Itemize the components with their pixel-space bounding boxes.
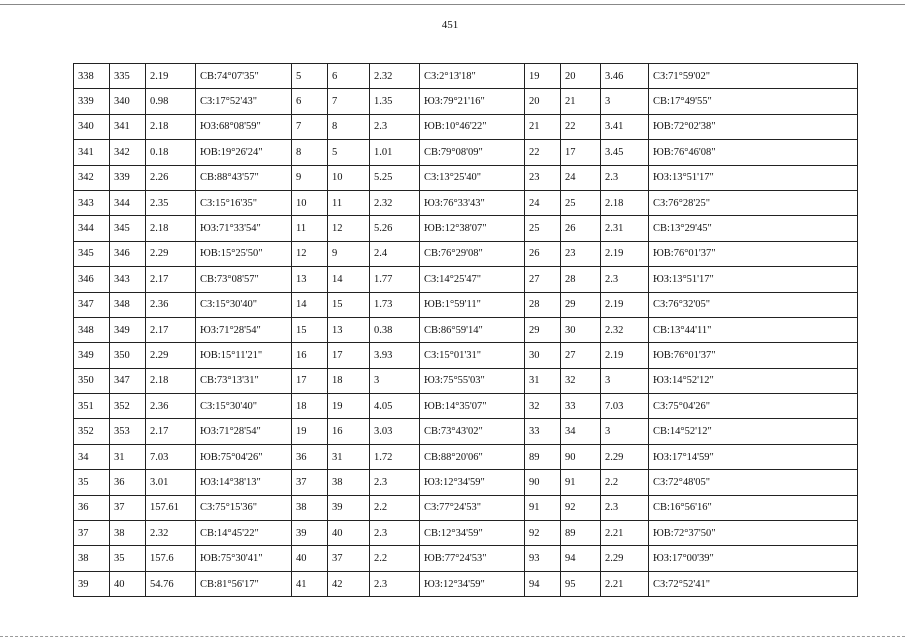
table-cell: 23 <box>525 165 561 190</box>
table-cell: 3 <box>370 368 420 393</box>
table-cell: 30 <box>561 317 601 342</box>
table-cell: 22 <box>561 114 601 139</box>
table-cell: 2.17 <box>146 419 196 444</box>
table-cell: 38 <box>328 470 370 495</box>
table-cell: 352 <box>110 394 146 419</box>
table-cell: ЮЗ:14°38'13" <box>196 470 292 495</box>
table-cell: 25 <box>525 216 561 241</box>
table-cell: СВ:81°56'17" <box>196 571 292 596</box>
table-cell: 2.3 <box>370 114 420 139</box>
table-cell: СВ:17°49'55" <box>649 89 858 114</box>
table-cell: СЗ:15°01'31" <box>420 343 525 368</box>
table-cell: 2.21 <box>601 521 649 546</box>
table-cell: 38 <box>74 546 110 571</box>
table-cell: 31 <box>328 444 370 469</box>
table-cell: 346 <box>110 241 146 266</box>
table-cell: ЮВ:72°02'38" <box>649 114 858 139</box>
table-cell: 32 <box>525 394 561 419</box>
table-cell: СЗ:77°24'53" <box>420 495 525 520</box>
table-cell: СВ:79°08'09" <box>420 140 525 165</box>
bottom-edge-line <box>0 636 905 637</box>
table-cell: 15 <box>328 292 370 317</box>
table-cell: ЮЗ:17°14'59" <box>649 444 858 469</box>
table-cell: СВ:16°56'16" <box>649 495 858 520</box>
table-cell: 19 <box>292 419 328 444</box>
table-cell: 28 <box>561 267 601 292</box>
table-cell: ЮВ:12°38'07" <box>420 216 525 241</box>
table-cell: 36 <box>292 444 328 469</box>
table-cell: 20 <box>561 64 601 89</box>
table-cell: 29 <box>561 292 601 317</box>
table-cell: 35 <box>74 470 110 495</box>
table-cell: 17 <box>561 140 601 165</box>
table-cell: 30 <box>525 343 561 368</box>
table-cell: 21 <box>525 114 561 139</box>
table-cell: СВ:88°20'06" <box>420 444 525 469</box>
table-cell: 28 <box>525 292 561 317</box>
table-row <box>74 165 858 190</box>
table-cell: 38 <box>110 521 146 546</box>
table-cell: 3 <box>601 89 649 114</box>
table-cell: 7.03 <box>146 444 196 469</box>
table-cell: 8 <box>328 114 370 139</box>
table-cell: 2.3 <box>601 495 649 520</box>
table-cell: 90 <box>525 470 561 495</box>
table-cell: 31 <box>525 368 561 393</box>
table-cell: 2.19 <box>601 292 649 317</box>
table-cell: СВ:76°29'08" <box>420 241 525 266</box>
table-cell: 342 <box>74 165 110 190</box>
table-cell: 352 <box>74 419 110 444</box>
table-row <box>74 216 858 241</box>
table-cell: ЮВ:76°46'08" <box>649 140 858 165</box>
table-cell: 32 <box>561 368 601 393</box>
table-cell: 4.05 <box>370 394 420 419</box>
table-row <box>74 89 858 114</box>
table-cell: 347 <box>110 368 146 393</box>
table-cell: 9 <box>328 241 370 266</box>
table-cell: 2.29 <box>601 546 649 571</box>
table-cell: 37 <box>328 546 370 571</box>
page-number: 451 <box>441 19 459 31</box>
table-cell: 2.18 <box>601 190 649 215</box>
table-cell: 2.29 <box>601 444 649 469</box>
table-cell: 37 <box>74 521 110 546</box>
table-cell: 351 <box>74 394 110 419</box>
table-cell: 348 <box>74 317 110 342</box>
table-cell: 3 <box>601 419 649 444</box>
table-cell: 35 <box>110 546 146 571</box>
table-row <box>74 495 858 520</box>
table-row <box>74 394 858 419</box>
table-cell: 20 <box>525 89 561 114</box>
table-cell: 24 <box>561 165 601 190</box>
table-cell: СЗ:15°16'35" <box>196 190 292 215</box>
table-cell: ЮВ:72°37'50" <box>649 521 858 546</box>
table-cell: 21 <box>561 89 601 114</box>
table-cell: СЗ:72°48'05" <box>649 470 858 495</box>
table-cell: 7 <box>292 114 328 139</box>
table-row <box>74 546 858 571</box>
table-cell: СВ:88°43'57" <box>196 165 292 190</box>
table-cell: 89 <box>561 521 601 546</box>
table-cell: ЮЗ:71°28'54" <box>196 317 292 342</box>
table-cell: 9 <box>292 165 328 190</box>
table-cell: 2.19 <box>146 64 196 89</box>
table-cell: 12 <box>328 216 370 241</box>
table-row <box>74 521 858 546</box>
table-cell: 12 <box>292 241 328 266</box>
table-cell: ЮВ:76°01'37" <box>649 343 858 368</box>
table-cell: 2.2 <box>370 495 420 520</box>
table-cell: СВ:13°29'45" <box>649 216 858 241</box>
table-cell: 3.41 <box>601 114 649 139</box>
table-cell: 353 <box>110 419 146 444</box>
table-cell: 2.3 <box>601 267 649 292</box>
table-cell: СЗ:15°30'40" <box>196 292 292 317</box>
table-cell: 339 <box>110 165 146 190</box>
table-cell: ЮЗ:71°28'54" <box>196 419 292 444</box>
table-cell: 95 <box>561 571 601 596</box>
table-cell: 6 <box>292 89 328 114</box>
table-cell: 94 <box>525 571 561 596</box>
table-cell: 2.32 <box>370 64 420 89</box>
table-cell: 346 <box>74 267 110 292</box>
table-cell: 2.3 <box>370 470 420 495</box>
table-cell: ЮЗ:14°52'12" <box>649 368 858 393</box>
table-cell: 41 <box>292 571 328 596</box>
table-cell: 90 <box>561 444 601 469</box>
table-cell: СВ:13°44'11" <box>649 317 858 342</box>
table-cell: 89 <box>525 444 561 469</box>
table-cell: 92 <box>561 495 601 520</box>
table-cell: 27 <box>525 267 561 292</box>
table-cell: 17 <box>292 368 328 393</box>
table-cell: 6 <box>328 64 370 89</box>
table-cell: 5 <box>292 64 328 89</box>
table-cell: ЮЗ:13°51'17" <box>649 267 858 292</box>
table-row <box>74 292 858 317</box>
table-cell: ЮЗ:71°33'54" <box>196 216 292 241</box>
table-cell: ЮЗ:79°21'16" <box>420 89 525 114</box>
table-cell: 349 <box>74 343 110 368</box>
table-cell: 2.18 <box>146 216 196 241</box>
table-cell: СЗ:76°32'05" <box>649 292 858 317</box>
table-cell: ЮЗ:13°51'17" <box>649 165 858 190</box>
table-cell: 40 <box>328 521 370 546</box>
table-cell: СЗ:72°52'41" <box>649 571 858 596</box>
table-cell: 1.72 <box>370 444 420 469</box>
table-cell: 2.19 <box>601 343 649 368</box>
table-cell: 0.38 <box>370 317 420 342</box>
table-row <box>74 64 858 89</box>
table-row <box>74 241 858 266</box>
table-cell: 54.76 <box>146 571 196 596</box>
table-cell: 0.18 <box>146 140 196 165</box>
table-cell: СЗ:13°25'40" <box>420 165 525 190</box>
table-cell: 2.35 <box>146 190 196 215</box>
table-cell: 39 <box>74 571 110 596</box>
table-cell: 2.29 <box>146 343 196 368</box>
table-cell: 26 <box>525 241 561 266</box>
table-cell: 39 <box>292 521 328 546</box>
table-cell: 3 <box>601 368 649 393</box>
table-cell: СВ:86°59'14" <box>420 317 525 342</box>
table-cell: 2.32 <box>601 317 649 342</box>
table-cell: ЮВ:14°35'07" <box>420 394 525 419</box>
table-cell: СЗ:15°30'40" <box>196 394 292 419</box>
table-cell: 2.3 <box>601 165 649 190</box>
table-cell: 19 <box>525 64 561 89</box>
table-cell: 16 <box>328 419 370 444</box>
table-cell: ЮВ:15°11'21" <box>196 343 292 368</box>
table-cell: СВ:14°52'12" <box>649 419 858 444</box>
table-cell: 36 <box>110 470 146 495</box>
table-cell: 91 <box>525 495 561 520</box>
table-cell: 5 <box>328 140 370 165</box>
table-cell: 2.4 <box>370 241 420 266</box>
table-cell: 3.93 <box>370 343 420 368</box>
table-row <box>74 571 858 596</box>
table-cell: 350 <box>74 368 110 393</box>
table-cell: 335 <box>110 64 146 89</box>
table-cell: 33 <box>525 419 561 444</box>
table-cell: 10 <box>292 190 328 215</box>
table-cell: 38 <box>292 495 328 520</box>
table-cell: 3.45 <box>601 140 649 165</box>
table-cell: 23 <box>561 241 601 266</box>
table-cell: 2.2 <box>601 470 649 495</box>
table-cell: 2.21 <box>601 571 649 596</box>
table-cell: 2.18 <box>146 114 196 139</box>
table-cell: ЮЗ:75°55'03" <box>420 368 525 393</box>
table-cell: 3.03 <box>370 419 420 444</box>
table-cell: СВ:74°07'35" <box>196 64 292 89</box>
table-cell: 15 <box>292 317 328 342</box>
table-cell: 340 <box>110 89 146 114</box>
table-cell: 339 <box>74 89 110 114</box>
table-cell: 349 <box>110 317 146 342</box>
table-cell: 348 <box>110 292 146 317</box>
table-cell: 39 <box>328 495 370 520</box>
table-cell: 18 <box>292 394 328 419</box>
table-cell: 22 <box>525 140 561 165</box>
table-cell: 2.32 <box>370 190 420 215</box>
table-cell: 338 <box>74 64 110 89</box>
table-cell: 7 <box>328 89 370 114</box>
table-cell: 1.73 <box>370 292 420 317</box>
table-cell: ЮЗ:12°34'59" <box>420 470 525 495</box>
table-row <box>74 190 858 215</box>
table-cell: ЮЗ:12°34'59" <box>420 571 525 596</box>
coordinates-table <box>73 63 858 597</box>
table-cell: СВ:14°45'22" <box>196 521 292 546</box>
table-cell: СЗ:76°28'25" <box>649 190 858 215</box>
table-cell: 7.03 <box>601 394 649 419</box>
table-cell: 27 <box>561 343 601 368</box>
table-cell: 341 <box>74 140 110 165</box>
table-cell: 29 <box>525 317 561 342</box>
table-cell: 13 <box>292 267 328 292</box>
table-cell: 1.77 <box>370 267 420 292</box>
table-cell: СВ:73°43'02" <box>420 419 525 444</box>
table-row <box>74 114 858 139</box>
table-cell: 24 <box>525 190 561 215</box>
table-cell: 31 <box>110 444 146 469</box>
table-cell: 3.01 <box>146 470 196 495</box>
table-cell: ЮВ:19°26'24" <box>196 140 292 165</box>
table-row <box>74 444 858 469</box>
table-cell: 344 <box>74 216 110 241</box>
table-cell: 37 <box>292 470 328 495</box>
table-cell: 345 <box>110 216 146 241</box>
table-cell: 341 <box>110 114 146 139</box>
table-cell: СЗ:71°59'02" <box>649 64 858 89</box>
table-cell: 14 <box>328 267 370 292</box>
table-cell: 34 <box>74 444 110 469</box>
table-cell: ЮЗ:76°33'43" <box>420 190 525 215</box>
table-cell: СВ:73°13'31" <box>196 368 292 393</box>
table-row <box>74 140 858 165</box>
table-cell: ЮВ:76°01'37" <box>649 241 858 266</box>
table-cell: ЮВ:75°30'41" <box>196 546 292 571</box>
table-cell: 42 <box>328 571 370 596</box>
table-cell: 2.3 <box>370 521 420 546</box>
table-cell: 2.18 <box>146 368 196 393</box>
table-cell: ЮВ:75°04'26" <box>196 444 292 469</box>
table-row <box>74 267 858 292</box>
table-cell: 0.98 <box>146 89 196 114</box>
table-cell: 14 <box>292 292 328 317</box>
table-cell: 2.3 <box>370 571 420 596</box>
table-cell: 2.29 <box>146 241 196 266</box>
table-cell: СЗ:75°04'26" <box>649 394 858 419</box>
table-cell: 157.6 <box>146 546 196 571</box>
table-cell: 40 <box>110 571 146 596</box>
table-cell: 2.2 <box>370 546 420 571</box>
table-cell: ЮЗ:68°08'59" <box>196 114 292 139</box>
table-cell: ЮВ:1°59'11" <box>420 292 525 317</box>
table-cell: 2.32 <box>146 521 196 546</box>
table-row <box>74 368 858 393</box>
table-cell: 25 <box>561 190 601 215</box>
table-cell: 93 <box>525 546 561 571</box>
table-cell: 5.26 <box>370 216 420 241</box>
table-cell: СЗ:2°13'18" <box>420 64 525 89</box>
table-cell: 94 <box>561 546 601 571</box>
table-cell: 1.01 <box>370 140 420 165</box>
table-cell: 157.61 <box>146 495 196 520</box>
table-cell: 350 <box>110 343 146 368</box>
table-cell: 17 <box>328 343 370 368</box>
table-cell: 8 <box>292 140 328 165</box>
table-cell: 13 <box>328 317 370 342</box>
table-cell: 343 <box>110 267 146 292</box>
table-cell: 18 <box>328 368 370 393</box>
table-cell: ЮВ:15°25'50" <box>196 241 292 266</box>
table-row <box>74 419 858 444</box>
table-cell: 40 <box>292 546 328 571</box>
table-cell: 343 <box>74 190 110 215</box>
table-cell: 2.26 <box>146 165 196 190</box>
table-cell: 37 <box>110 495 146 520</box>
table-cell: 2.36 <box>146 292 196 317</box>
table-cell: 2.17 <box>146 317 196 342</box>
table-cell: 11 <box>328 190 370 215</box>
table-cell: 34 <box>561 419 601 444</box>
table-cell: 2.17 <box>146 267 196 292</box>
table-cell: 5.25 <box>370 165 420 190</box>
table-cell: 2.19 <box>601 241 649 266</box>
table-cell: 342 <box>110 140 146 165</box>
table-cell: 11 <box>292 216 328 241</box>
table-cell: 344 <box>110 190 146 215</box>
table-cell: СЗ:75°15'36" <box>196 495 292 520</box>
table-cell: 26 <box>561 216 601 241</box>
table-cell: СВ:12°34'59" <box>420 521 525 546</box>
table-cell: 16 <box>292 343 328 368</box>
table-cell: ЮВ:77°24'53" <box>420 546 525 571</box>
table-cell: СЗ:17°52'43" <box>196 89 292 114</box>
table-cell: 347 <box>74 292 110 317</box>
table-cell: 91 <box>561 470 601 495</box>
table-cell: СЗ:14°25'47" <box>420 267 525 292</box>
top-edge-line <box>0 4 905 5</box>
table-cell: 92 <box>525 521 561 546</box>
table-cell: 1.35 <box>370 89 420 114</box>
table-cell: 2.31 <box>601 216 649 241</box>
table-cell: 340 <box>74 114 110 139</box>
table-cell: ЮВ:10°46'22" <box>420 114 525 139</box>
table-cell: СВ:73°08'57" <box>196 267 292 292</box>
table-cell: 36 <box>74 495 110 520</box>
table-cell: 345 <box>74 241 110 266</box>
table-row <box>74 343 858 368</box>
table-cell: 3.46 <box>601 64 649 89</box>
table-row <box>74 317 858 342</box>
table-cell: 33 <box>561 394 601 419</box>
table-cell: 10 <box>328 165 370 190</box>
table-row <box>74 470 858 495</box>
table-cell: 19 <box>328 394 370 419</box>
table-body <box>74 64 858 597</box>
table-cell: ЮЗ:17°00'39" <box>649 546 858 571</box>
table-cell: 2.36 <box>146 394 196 419</box>
